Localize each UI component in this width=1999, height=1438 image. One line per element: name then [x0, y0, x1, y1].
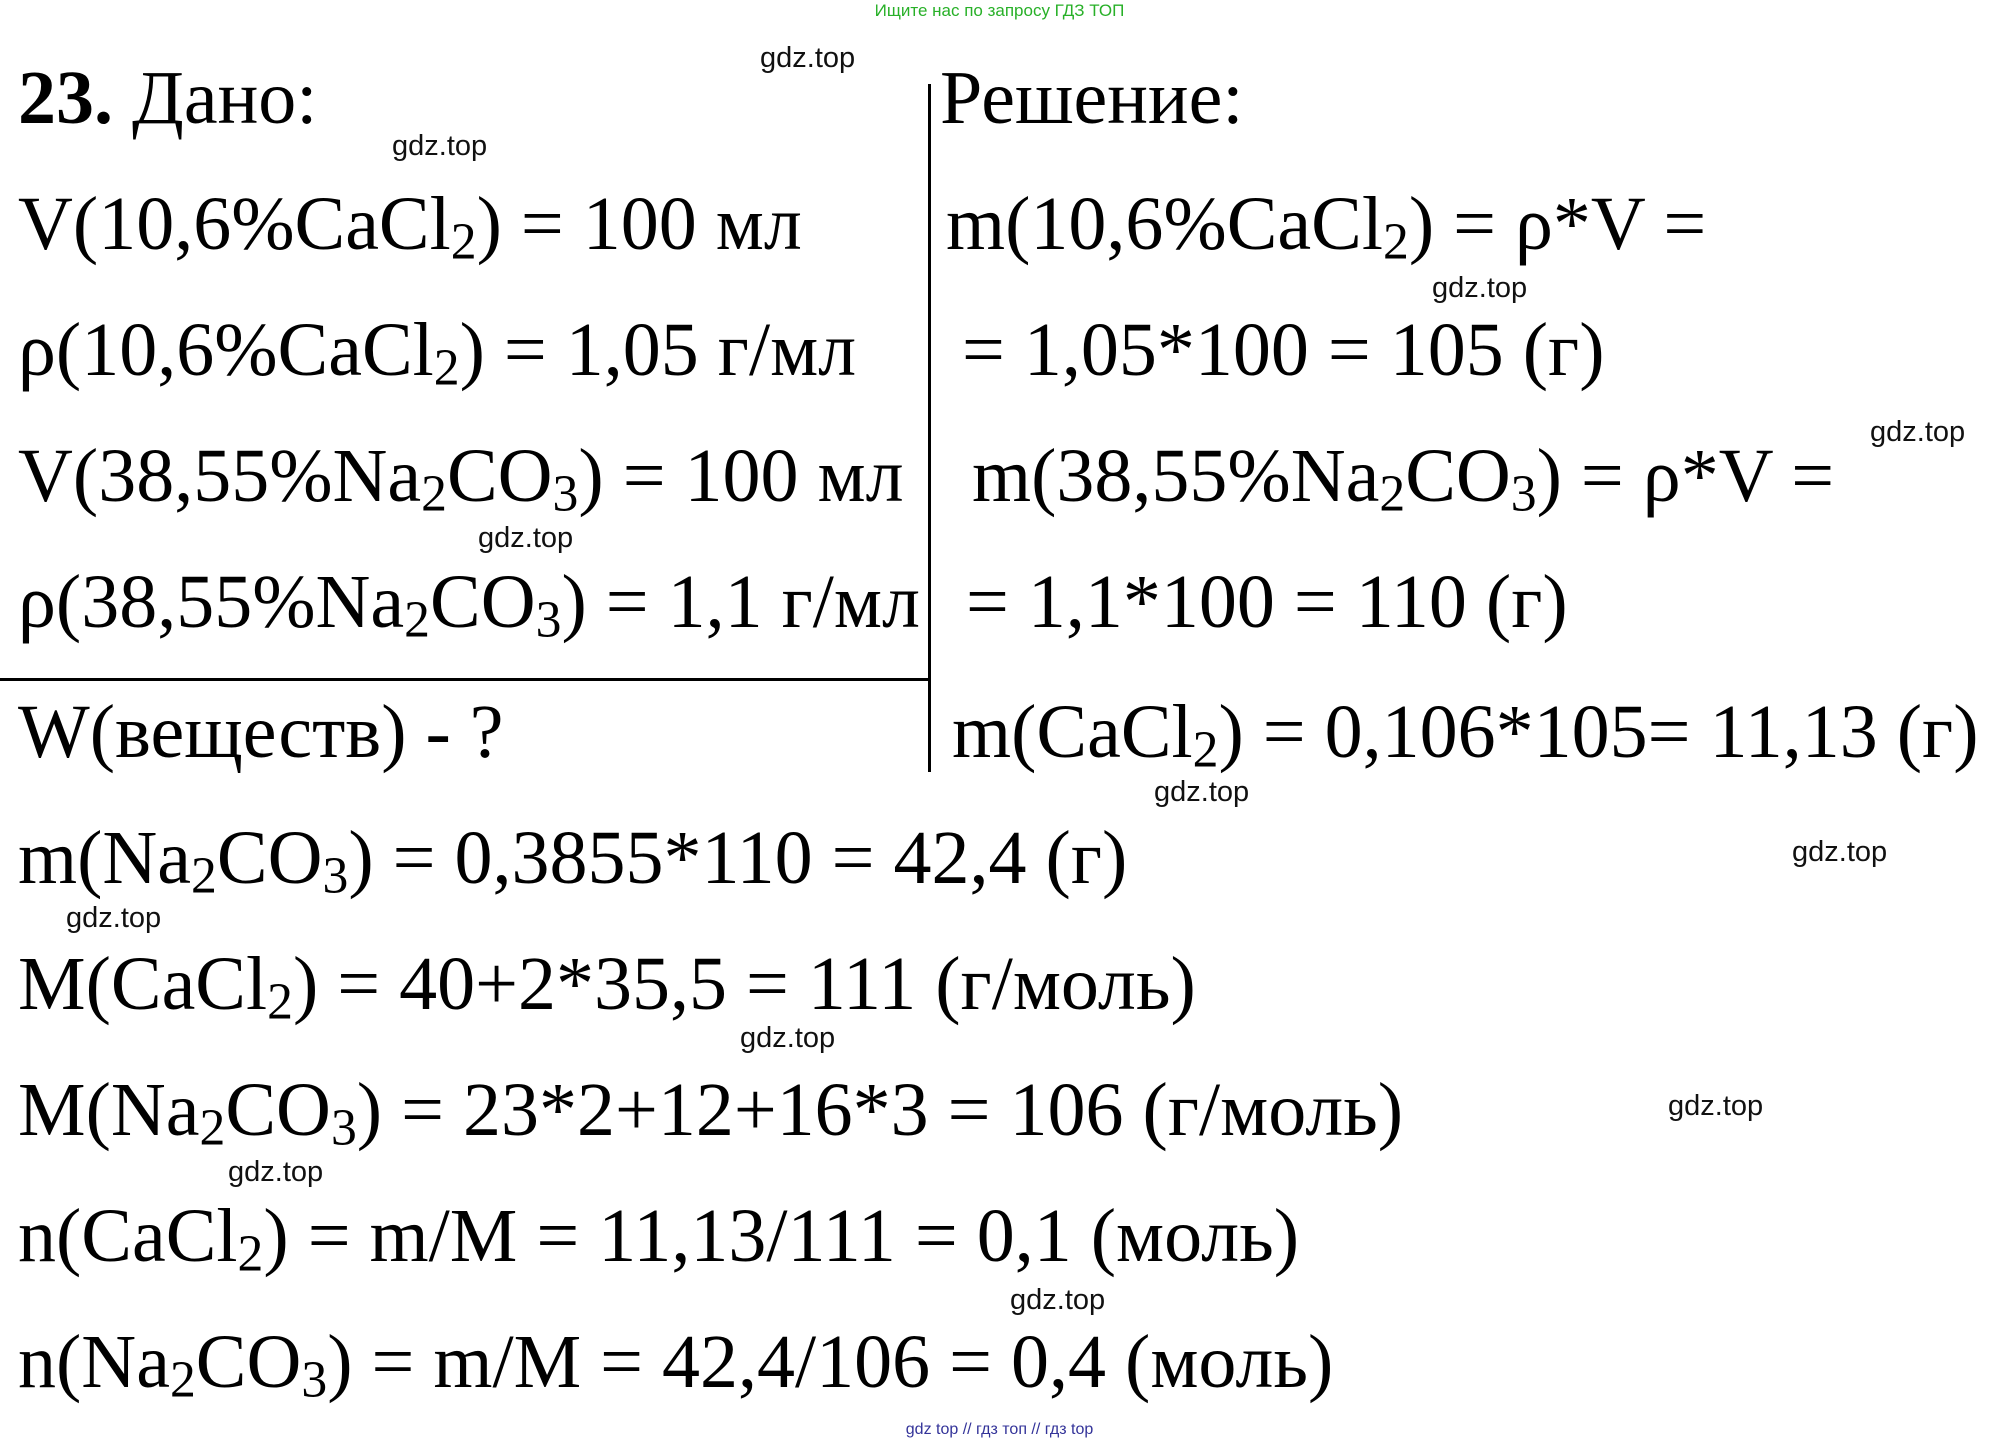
watermark: gdz.top [740, 1022, 836, 1054]
given-line-volume-na2co3: $V(38,55\%Na_2CO_3) = 100$ мл [18, 434, 904, 523]
given-line-density-na2co3: $\rho(38,55\%Na_2CO_3) = 1,1$ г/мл [18, 560, 920, 649]
table-horizontal-rule [0, 678, 929, 681]
calc-line-moles-na2co3: $n(Na_2CO_3) = m/M = 42,4/106 = 0,4$ (моль) [18, 1320, 1334, 1409]
watermark: gdz.top [1668, 1090, 1764, 1122]
watermark: gdz.top [1870, 416, 1966, 448]
solution-line-mass-na2co3-solution: $m(38,55\%Na_2CO_3) = \rho*V$ = [972, 434, 1835, 523]
watermark: gdz.top [1432, 272, 1528, 304]
watermark: gdz.top [760, 42, 856, 74]
calc-line-molar-mass-cacl2: M(CaCl$_2$) = 40+2*35,5 = 111 (г/моль) [18, 942, 1196, 1031]
problem-header [18, 56, 318, 140]
given-line-density-cacl2: ρ(10,6%CaCl$_2$) = 1,05 г/мл [18, 308, 857, 397]
watermark: gdz.top [392, 130, 488, 162]
solution-title: Решение: [940, 56, 1244, 140]
watermark: gdz.top [1154, 776, 1250, 808]
solution-line-mass-cacl2-value: = 1,05*100 = 105 (г) [962, 308, 1605, 392]
top-banner[interactable]: Ищите нас по запросу ГДЗ ТОП [874, 1, 1125, 20]
problem-number: 23. [18, 56, 113, 140]
watermark: gdz.top [1010, 1284, 1106, 1316]
given-title: Дано: [132, 56, 318, 140]
solution-line-mass-cacl2-solution: m(10,6%CaCl$_2$) = ρ*V = [946, 182, 1707, 271]
calc-line-molar-mass-na2co3: $M(Na_2CO_3) = 23*2+12+16*3 = 106$ (г/моль) [18, 1068, 1404, 1157]
watermark: gdz.top [228, 1156, 324, 1188]
solution-line-mass-cacl2-substance: m(CaCl$_2$) = 0,106*105= 11,13 (г) [952, 690, 1979, 779]
find-line: W(веществ) - ? [18, 690, 504, 774]
watermark: gdz.top [478, 522, 574, 554]
given-line-volume-cacl2: V(10,6%CaCl$_2$) = 100 мл [18, 182, 802, 271]
watermark: gdz.top [66, 902, 162, 934]
solution-line-mass-na2co3-value: = 1,1*100 = 110 (г) [966, 560, 1568, 644]
footer-links[interactable]: gdz top // гдз топ // гдз top [905, 1421, 1094, 1438]
watermark: gdz.top [1792, 836, 1888, 868]
calc-line-moles-cacl2: n(CaCl$_2$) = m/M = 11,13/111 = 0,1 (моль) [18, 1194, 1300, 1283]
calc-line-mass-na2co3: $m(Na_2CO_3) = 0,3855*110 = 42,4$ (г) [18, 816, 1128, 905]
table-vertical-rule [928, 84, 931, 772]
